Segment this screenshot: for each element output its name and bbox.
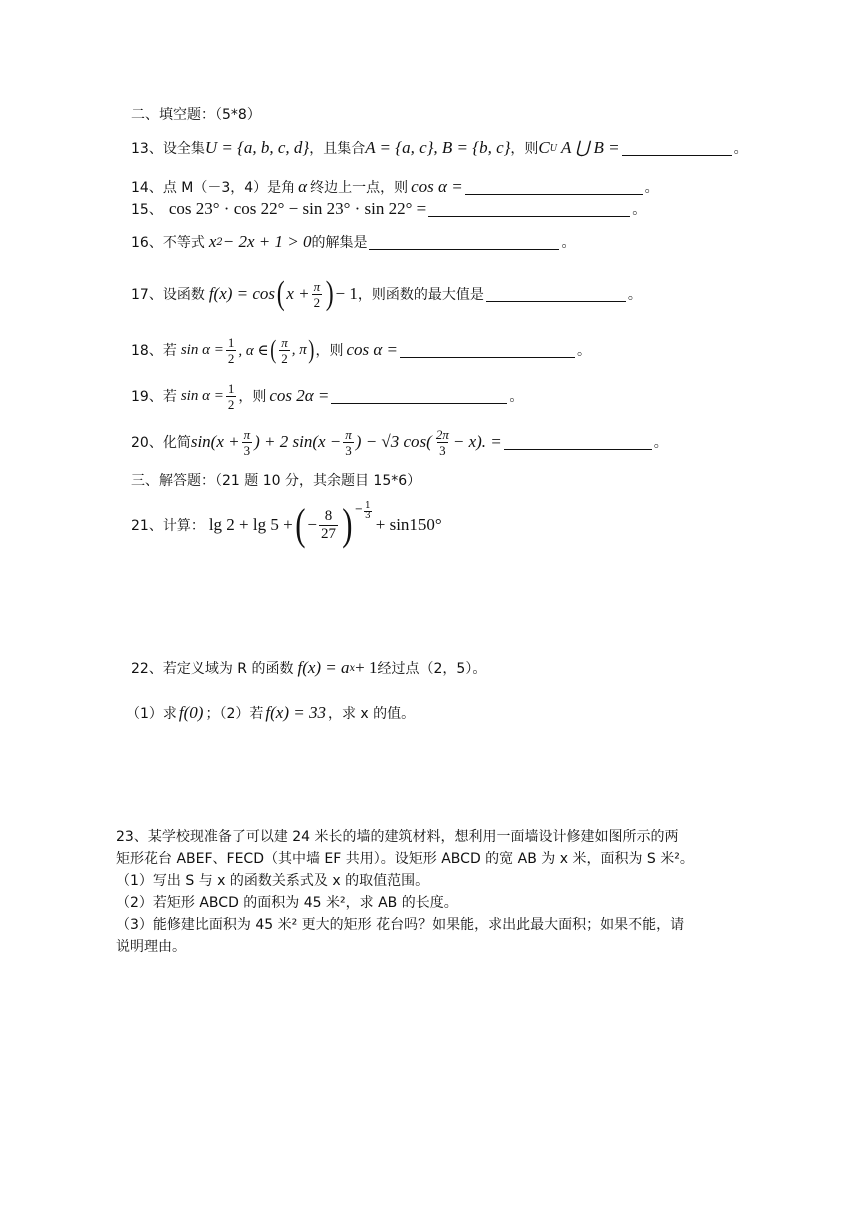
- fraction: [279, 336, 290, 365]
- question-number: 14、: [131, 180, 163, 196]
- fraction-denominator: 3: [439, 442, 446, 458]
- fraction-numerator: π: [243, 426, 251, 442]
- right-paren-icon: ): [342, 500, 353, 549]
- fraction: [312, 280, 323, 309]
- section-title-text: 三、解答题：（21 题 10 分，其余题目 15*6）: [131, 473, 422, 489]
- right-paren-icon: ): [325, 275, 334, 312]
- question-text: 。: [577, 343, 592, 359]
- question-text: 若: [162, 343, 177, 359]
- fraction: [319, 509, 338, 542]
- fraction-numerator: π: [345, 426, 352, 442]
- question-number: 22、: [131, 661, 163, 677]
- question-text: 。: [653, 435, 668, 451]
- math-expression: x +: [286, 284, 310, 303]
- fraction-denominator: 3: [243, 442, 251, 458]
- question-17: [131, 274, 642, 314]
- fraction-denominator: 3: [345, 442, 352, 458]
- question-15: [131, 198, 646, 220]
- left-paren-icon: (: [269, 335, 276, 364]
- question-text: 若定义域为 R 的函数: [162, 661, 294, 677]
- question-text: ，求 x 的值。: [327, 706, 416, 722]
- question-text: 经过点（2，5）。: [377, 661, 487, 677]
- math-expression: f(x) = a: [297, 658, 350, 677]
- answer-blank[interactable]: [622, 141, 732, 156]
- math-expression: − x). =: [452, 432, 502, 451]
- math-expression: f(x) = 33: [265, 703, 326, 722]
- question-18: [131, 330, 591, 370]
- fraction-denominator: 2: [227, 350, 235, 366]
- fraction-denominator: 2: [227, 396, 235, 412]
- left-paren-icon: (: [276, 275, 285, 312]
- fraction-denominator: 2: [313, 294, 321, 310]
- question-14: [131, 176, 659, 198]
- math-expression: f(0): [178, 703, 204, 722]
- question-22-parts: [126, 700, 415, 726]
- math-expression: C: [538, 138, 550, 157]
- math-expression: sin(x +: [190, 432, 240, 451]
- math-expression: x: [208, 232, 217, 251]
- math-expression: − 2x + 1 > 0: [222, 232, 312, 251]
- question-number: 19、: [131, 389, 163, 405]
- fraction-numerator: 1: [227, 380, 235, 396]
- math-expression: −: [307, 515, 317, 534]
- fraction: [242, 428, 253, 457]
- math-expression: cos 2α =: [269, 386, 330, 405]
- question-text: 设函数: [162, 287, 205, 303]
- math-expression: ) + 2 sin(x −: [254, 432, 342, 451]
- math-expression: f(x) = cos: [208, 284, 276, 303]
- math-expression: cos 23° · cos 22° − sin 23° · sin 22° =: [168, 199, 427, 218]
- question-text: ，则函数的最大值是: [357, 287, 484, 303]
- question-text: 化简: [162, 435, 191, 451]
- question-text: 矩形花台 ABEF、FECD（其中墙 EF 共用）。设矩形 ABCD 的宽 AB 为 x 米，面积为 S 米²。: [116, 851, 694, 867]
- math-superscript: x: [349, 662, 356, 674]
- math-expression: U = {a, b, c, d}: [204, 138, 310, 157]
- question-text: ，且集合: [309, 141, 366, 157]
- math-expression: sin α =: [180, 387, 224, 404]
- answer-blank[interactable]: [369, 235, 559, 250]
- question-text: 的解集是: [311, 235, 368, 251]
- math-expression: sin α =: [180, 341, 224, 358]
- math-expression: A = {a, c}, B = {b, c}: [365, 138, 511, 157]
- question-number: 13、: [131, 141, 163, 157]
- math-expression: + 1: [355, 658, 378, 677]
- question-number: 17、: [131, 287, 163, 303]
- math-expression: lg 2 + lg 5 +: [208, 515, 293, 534]
- question-text: 若: [162, 389, 177, 405]
- answer-blank[interactable]: [428, 202, 630, 217]
- fraction-numerator: 1: [227, 334, 235, 350]
- math-expression: cos α =: [346, 340, 399, 359]
- question-text: 不等式: [162, 235, 205, 251]
- question-number: 15、: [131, 202, 163, 218]
- math-expression: − 1: [335, 284, 358, 303]
- question-text: （1）写出 S 与 x 的函数关系式及 x 的取值范围。: [116, 873, 430, 889]
- answer-blank[interactable]: [504, 435, 652, 450]
- question-text: 设全集: [162, 141, 205, 157]
- question-number: 21、: [131, 518, 163, 534]
- right-paren-icon: ): [308, 335, 315, 364]
- exponent-fraction: [364, 502, 372, 521]
- question-text: （2）若矩形 ABCD 的面积为 45 米²，求 AB 的长度。: [116, 895, 458, 911]
- question-text: 。: [509, 389, 524, 405]
- question-text: （1）求: [126, 706, 177, 722]
- question-text: ，则: [315, 343, 344, 359]
- question-23: [116, 826, 736, 958]
- fraction-denominator: 27: [320, 525, 336, 542]
- question-text: 终边上一点，则: [310, 180, 409, 196]
- answer-blank[interactable]: [400, 343, 575, 358]
- question-text: 计算：: [162, 518, 205, 534]
- question-number: 18、: [131, 343, 163, 359]
- answer-blank[interactable]: [331, 389, 507, 404]
- exponent-sign: −: [354, 503, 363, 515]
- fraction: [434, 428, 451, 457]
- answer-blank[interactable]: [486, 287, 626, 302]
- question-16: [131, 230, 575, 254]
- question-text: 23、某学校现准备了可以建 24 米长的墙的建筑材料，想利用一面墙设计修建如图所示的两: [116, 829, 679, 845]
- fraction: [343, 428, 354, 457]
- fraction: [226, 382, 237, 411]
- question-text: 。: [627, 287, 642, 303]
- fraction-denominator: 2: [281, 350, 288, 366]
- fraction-denominator: 3: [365, 510, 371, 521]
- question-text: ，则: [238, 389, 267, 405]
- math-expression: A ⋃ B =: [561, 138, 620, 157]
- question-number: 16、: [131, 235, 163, 251]
- question-number: 20、: [131, 435, 163, 451]
- math-expression: cos α =: [411, 177, 463, 196]
- question-text: 。: [733, 141, 748, 157]
- fraction-numerator: 2π: [435, 426, 449, 442]
- math-expression: , π: [291, 341, 307, 358]
- section-title-solve: [131, 470, 421, 490]
- section-title-fill-in: [131, 104, 261, 124]
- question-text: 点 M（－3，4）是角: [162, 180, 296, 196]
- math-expression: α: [298, 177, 308, 196]
- question-text: （3）能修建比面积为 45 米² 更大的矩形 花台吗？如果能，求出此最大面积；如果不能，请: [116, 917, 685, 933]
- question-text: ，则: [510, 141, 539, 157]
- math-expression: ) − √3 cos(: [355, 432, 432, 451]
- math-expression: , α ∈: [238, 342, 269, 359]
- question-text: 。: [561, 235, 576, 251]
- question-text: 。: [632, 202, 647, 218]
- fraction: [226, 336, 237, 365]
- question-text: ；（2）若: [205, 706, 264, 722]
- fraction-numerator: π: [281, 334, 288, 350]
- fraction-numerator: 1: [365, 500, 371, 511]
- left-paren-icon: (: [294, 500, 306, 549]
- question-21: [131, 500, 442, 550]
- question-20: [131, 422, 668, 462]
- question-13: [131, 136, 748, 160]
- fraction-numerator: 8: [324, 507, 333, 524]
- question-text: 说明理由。: [116, 939, 186, 955]
- section-title-text: 二、填空题：（5*8）: [131, 107, 261, 123]
- fraction-numerator: π: [313, 278, 321, 294]
- math-superscript: 2: [216, 236, 223, 248]
- math-subscript: U: [549, 142, 557, 154]
- question-text: 。: [644, 180, 659, 196]
- answer-blank[interactable]: [465, 180, 643, 195]
- question-22: [131, 656, 486, 680]
- question-19: [131, 376, 523, 416]
- math-expression: + sin150°: [375, 515, 442, 534]
